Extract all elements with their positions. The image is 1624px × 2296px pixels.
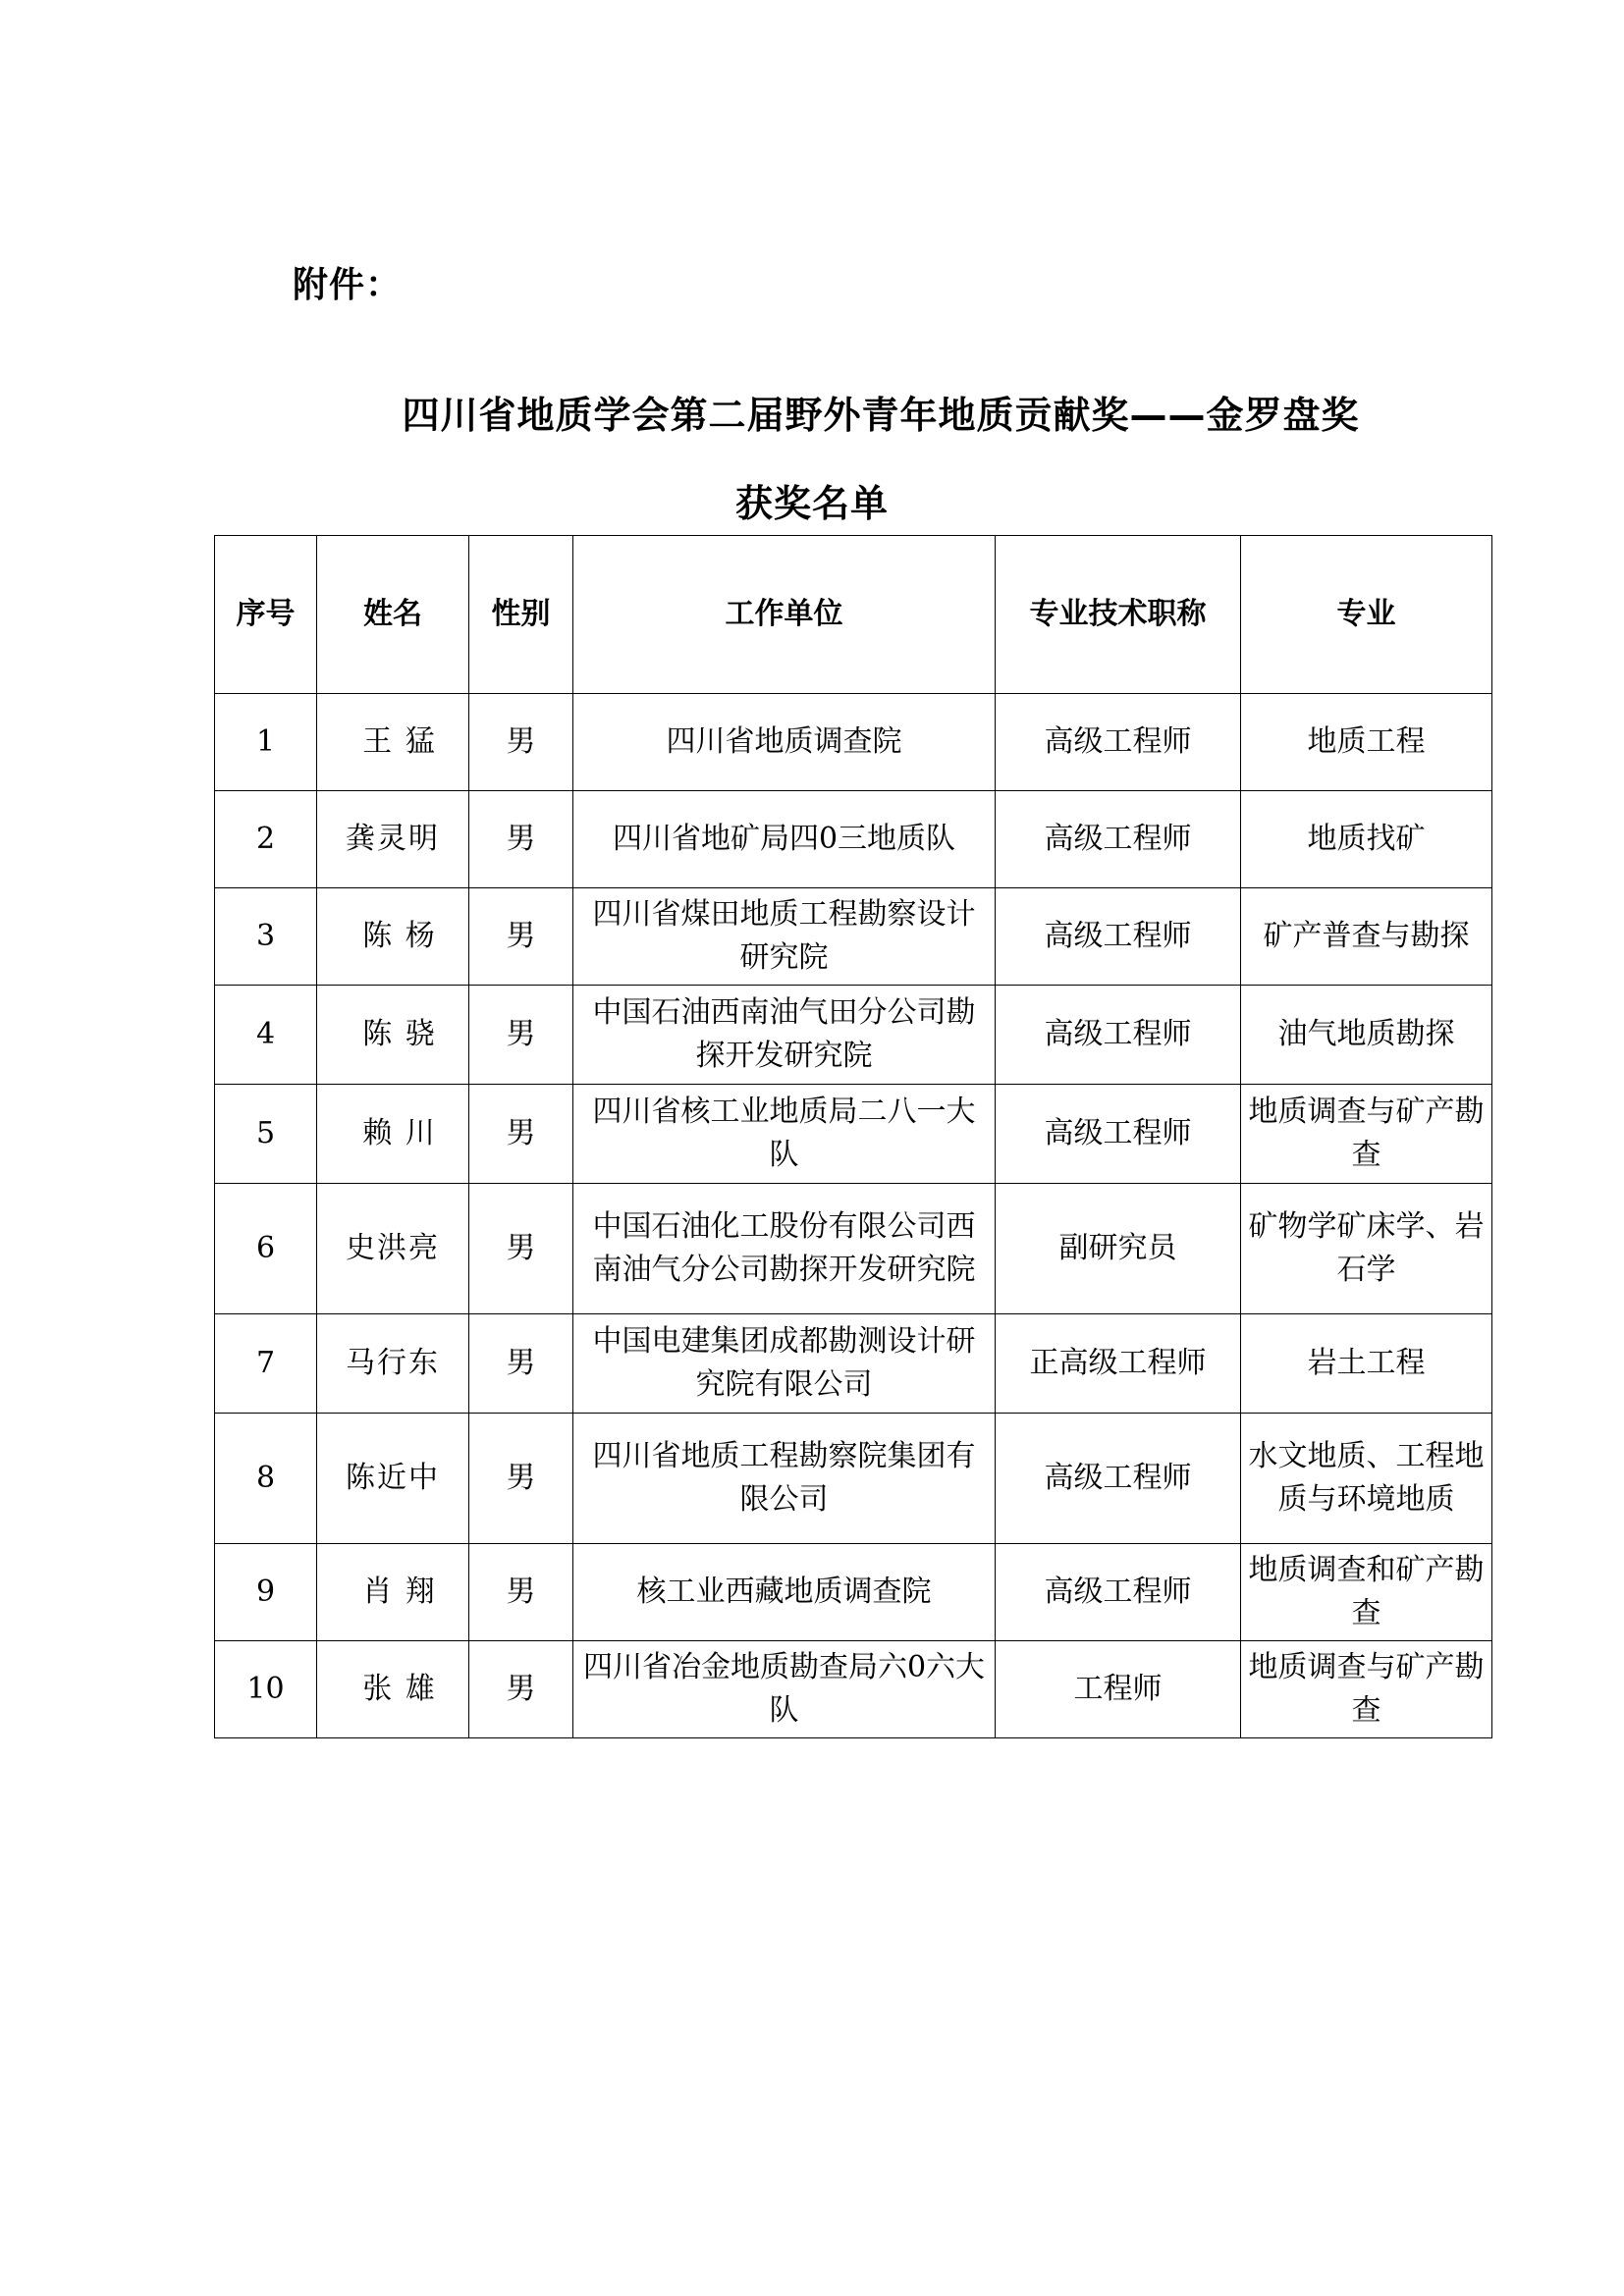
- cell-unit: 四川省核工业地质局二八一大队: [573, 1085, 996, 1184]
- table-row: [215, 1414, 1492, 1544]
- table-row: [215, 1641, 1492, 1738]
- cell-no: 3: [215, 888, 317, 986]
- cell-no: 4: [215, 986, 317, 1085]
- cell-title: 高级工程师: [996, 888, 1241, 986]
- document-subtitle: 获奖名单: [734, 482, 889, 525]
- cell-gender: 男: [469, 1544, 573, 1641]
- cell-major: 地质找矿: [1241, 791, 1492, 888]
- cell-unit: 中国电建集团成都勘测设计研究院有限公司: [573, 1314, 996, 1414]
- cell-title: 高级工程师: [996, 1414, 1241, 1544]
- cell-gender: 男: [469, 694, 573, 791]
- cell-no: 1: [215, 694, 317, 791]
- column-header-name: 姓名: [317, 536, 469, 694]
- cell-unit: 四川省煤田地质工程勘察设计研究院: [573, 888, 996, 986]
- cell-unit: 四川省冶金地质勘查局六0六大队: [573, 1641, 996, 1738]
- attachment-label: 附件：: [293, 265, 403, 305]
- cell-title: 高级工程师: [996, 1544, 1241, 1641]
- table-row: [215, 694, 1492, 791]
- award-list-table: [214, 535, 1492, 1738]
- cell-title: 高级工程师: [996, 1085, 1241, 1184]
- cell-major: 矿产普查与勘探: [1241, 888, 1492, 986]
- cell-gender: 男: [469, 1184, 573, 1314]
- cell-title: 工程师: [996, 1641, 1241, 1738]
- cell-name: 陈近中: [317, 1414, 469, 1544]
- cell-name: 肖 翔: [317, 1544, 469, 1641]
- cell-no: 7: [215, 1314, 317, 1414]
- table-row: [215, 888, 1492, 986]
- cell-major: 地质调查与矿产勘查: [1241, 1641, 1492, 1738]
- cell-name: 陈 骁: [317, 986, 469, 1085]
- cell-major: 地质调查和矿产勘查: [1241, 1544, 1492, 1641]
- column-header-gender: 性别: [469, 536, 573, 694]
- cell-title: 副研究员: [996, 1184, 1241, 1314]
- cell-gender: 男: [469, 1314, 573, 1414]
- cell-major: 岩土工程: [1241, 1314, 1492, 1414]
- cell-no: 5: [215, 1085, 317, 1184]
- cell-gender: 男: [469, 791, 573, 888]
- column-header-major: 专业: [1241, 536, 1492, 694]
- cell-major: 水文地质、工程地质与环境地质: [1241, 1414, 1492, 1544]
- column-header-no: 序号: [215, 536, 317, 694]
- cell-name: 马行东: [317, 1314, 469, 1414]
- cell-name: 赖 川: [317, 1085, 469, 1184]
- cell-no: 2: [215, 791, 317, 888]
- table-row: [215, 986, 1492, 1085]
- document-title: 四川省地质学会第二届野外青年地质贡献奖——金罗盘奖: [402, 394, 1360, 437]
- cell-name: 龚灵明: [317, 791, 469, 888]
- table-header-row: [215, 536, 1492, 694]
- cell-major: 矿物学矿床学、岩石学: [1241, 1184, 1492, 1314]
- cell-unit: 四川省地质工程勘察院集团有限公司: [573, 1414, 996, 1544]
- cell-gender: 男: [469, 888, 573, 986]
- cell-unit: 四川省地矿局四0三地质队: [573, 791, 996, 888]
- table-row: [215, 1184, 1492, 1314]
- cell-title: 正高级工程师: [996, 1314, 1241, 1414]
- cell-title: 高级工程师: [996, 986, 1241, 1085]
- cell-gender: 男: [469, 1641, 573, 1738]
- cell-name: 张 雄: [317, 1641, 469, 1738]
- table-row: [215, 791, 1492, 888]
- cell-gender: 男: [469, 1414, 573, 1544]
- cell-gender: 男: [469, 986, 573, 1085]
- cell-no: 9: [215, 1544, 317, 1641]
- cell-name: 王 猛: [317, 694, 469, 791]
- cell-name: 史洪亮: [317, 1184, 469, 1314]
- cell-unit: 四川省地质调查院: [573, 694, 996, 791]
- cell-gender: 男: [469, 1085, 573, 1184]
- cell-major: 油气地质勘探: [1241, 986, 1492, 1085]
- table-row: [215, 1314, 1492, 1414]
- column-header-title: 专业技术职称: [996, 536, 1241, 694]
- cell-unit: 中国石油西南油气田分公司勘探开发研究院: [573, 986, 996, 1085]
- column-header-unit: 工作单位: [573, 536, 996, 694]
- table-row: [215, 1085, 1492, 1184]
- cell-no: 10: [215, 1641, 317, 1738]
- cell-unit: 核工业西藏地质调查院: [573, 1544, 996, 1641]
- cell-name: 陈 杨: [317, 888, 469, 986]
- cell-title: 高级工程师: [996, 694, 1241, 791]
- cell-title: 高级工程师: [996, 791, 1241, 888]
- table-row: [215, 1544, 1492, 1641]
- cell-no: 8: [215, 1414, 317, 1544]
- cell-major: 地质调查与矿产勘查: [1241, 1085, 1492, 1184]
- cell-unit: 中国石油化工股份有限公司西南油气分公司勘探开发研究院: [573, 1184, 996, 1314]
- cell-no: 6: [215, 1184, 317, 1314]
- cell-major: 地质工程: [1241, 694, 1492, 791]
